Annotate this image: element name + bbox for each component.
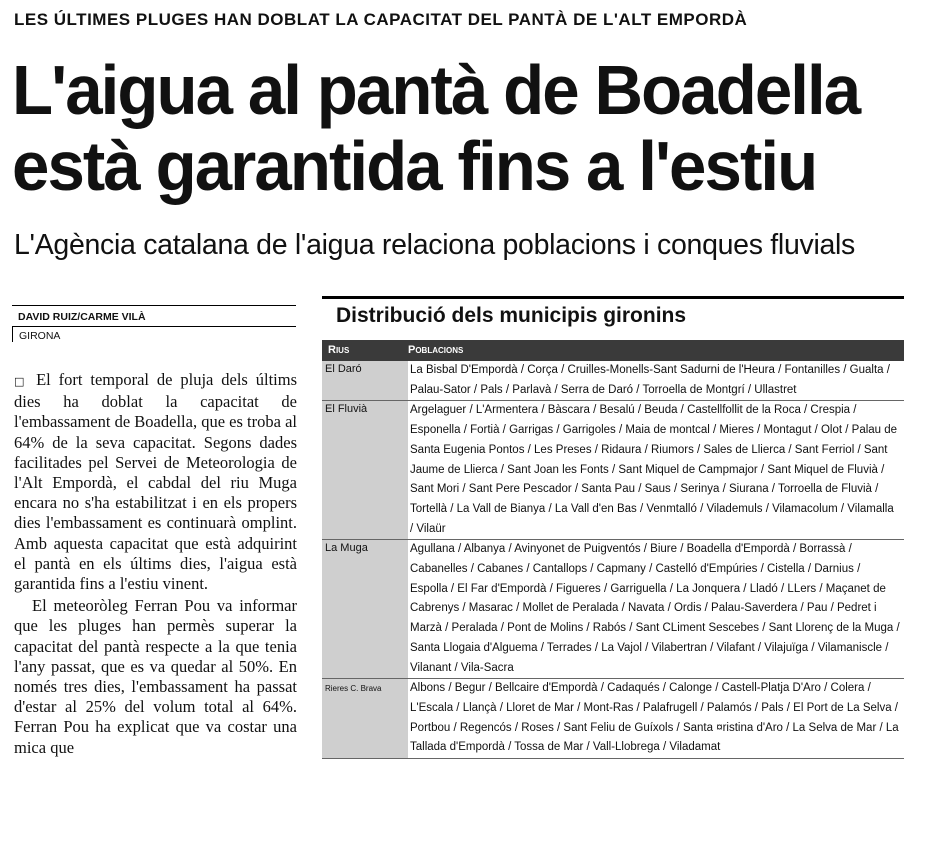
lead-marker: □ xyxy=(14,375,29,388)
table-row xyxy=(322,361,904,401)
byline-box xyxy=(12,305,296,342)
subheadline: L'Agència catalana de l'aigua relaciona poblacions i conques fluvials xyxy=(14,229,856,261)
headline-line-1: L'aigua al pantà de Boadella xyxy=(12,51,860,129)
headline-line-2: està garantida fins a l'estiu xyxy=(12,127,817,205)
paragraph-1 xyxy=(14,370,297,594)
table-title: Distribució dels municipis gironins xyxy=(322,296,904,332)
byline-city: GIRONA xyxy=(12,327,296,342)
kicker: LES ÚLTIMES PLUGES HAN DOBLAT LA CAPACITAT DEL PANTÀ DE L'ALT EMPORDÀ xyxy=(14,10,748,29)
table-row xyxy=(322,540,904,679)
row-poblacions: Agullana / Albanya / Avinyonet de Puigventós / Biure / Boadella d'Empordà / Borrassà / Cabanelles / Cabanes / Cantallops / Capmany / Castelló d'Empúries / Cistella / Darnius / Espolla / El Far d'Empordà / Figueres / Garriguella / La Jonquera / Lladó / LLers / Maçanet de Cabrenys / Masarac / Mollet de Peralada / Navata / Ordis / Palau-Saverdera / Pau / Pedret i Marzà / Peralada / Pont de Molins / Rabós / Sant CLiment Sescebes / Sant Llorenç de la Muga / Santa Llogaia d'Alguema / Terrades / La Vajol / Vilabertran / Vilafant / Vilajuïga / Vilamaniscle / Vilanant / Vila-Sacra xyxy=(410,543,900,674)
headline xyxy=(12,52,886,204)
article-body xyxy=(14,370,297,758)
row-poblacions: Albons / Begur / Bellcaire d'Empordà / Cadaqués / Calonge / Castell-Platja D'Aro / Colera / L'Escala / Llançà / Lloret de Mar / Mont-Ras / Palafrugell / Palamós / Pals / El Port de La Selva / Portbou / Regencós / Roses / Sant Feliu de Guíxols / Santa ¤ristina d'Aro / La Selva de Mar / La Tallada d'Empordà / Tossa de Mar / Vall-Llobrega / Viladamat xyxy=(410,682,899,754)
table-header xyxy=(322,340,904,361)
header-rius: Rius xyxy=(328,344,350,356)
municipalities-table xyxy=(322,296,904,759)
row-riu: El Fluvià xyxy=(322,401,408,539)
row-riu: El Daró xyxy=(322,361,408,400)
row-poblacions: Argelaguer / L'Armentera / Bàscara / Besalú / Beuda / Castellfollit de la Roca / Crespia / Esponella / Fortià / Garrigas / Garrigoles / Maia de montcal / Mieres / Montagut / Olot / Palau de Santa Eugenia Pontos / Les Preses / Ridaura / Riumors / Sales de Llierca / Sant Ferriol / Sant Jaume de Llierca / Sant Joan les Fonts / Sant Miquel de Campmajor / Sant Miquel de Fluvià / Sant Mori / Sant Pere Pescador / Santa Pau / Saus / Serinya / Siurana / Torroella de Fluvià / Tortellà / La Vall de Bianya / La Vall d'en Bas / Venmtalló / Vilademuls / Vilamacolum / Vilamalla / Vilaür xyxy=(410,404,898,535)
paragraph-2: El meteoròleg Ferran Pou va informar que les pluges han permès superar la capacitat del pantà respecte a la que tenia l'any passat, que es va quedar al 50%. En només tres dies, l'embassament ha passat d'estar al 25% del volum total al 64%. Ferran Pou ha explicat que va costar una mica que xyxy=(14,596,297,757)
table-row xyxy=(322,679,904,759)
row-riu: La Muga xyxy=(322,540,408,678)
paragraph-1-text: El fort temporal de pluja dels últims dies ha doblat la capacitat de l'embassament de Boadella, que es troba al 64% de la seva capacitat. Segons dades facilitades pel Servei de Meteorologia de l'Alt Empordà, el cabdal del riu Muga encara no s'ha estabilitzat i en els propers dies l'embassament es continuarà omplint. Amb aquesta capacitat que està adquirint el pantà en els últims dies, l'aigua està garantida fins a l'estiu vinent. xyxy=(14,370,297,594)
row-poblacions: La Bisbal D'Empordà / Corça / Cruilles-Monells-Sant Sadurni de l'Heura / Fontanilles / Gualta / Palau-Sator / Pals / Parlavà / Serra de Daró / Torroella de Montgrí / Ullastret xyxy=(410,364,890,396)
row-riu: Rieres C. Brava xyxy=(322,679,408,758)
table-row xyxy=(322,401,904,540)
header-poblacions: Poblacions xyxy=(408,344,464,356)
byline-authors: DAVID RUIZ/CARME VILÀ xyxy=(12,306,296,327)
